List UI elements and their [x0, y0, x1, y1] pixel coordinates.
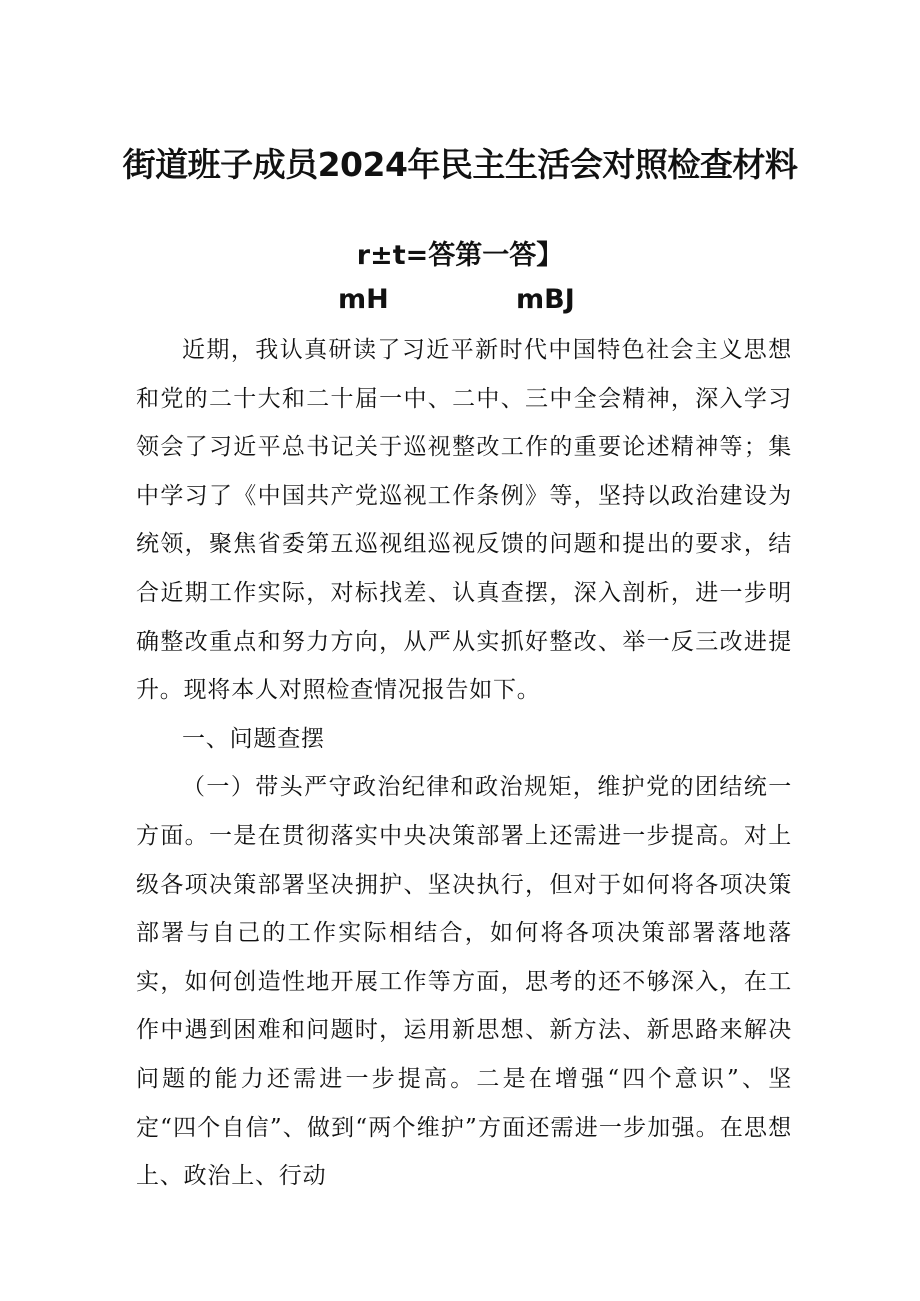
author-name-left: mH	[338, 284, 389, 315]
paragraph-section-1-1: （一）带头严守政治纪律和政治规矩，维护党的团结统一方面。一是在贯彻落实中央决策部署上还需进一步提高。对上级各项决策部署坚决拥护、坚决执行，但对于如何将各项决策部署与自己的工作实际相结合，如何将各项决策部署落地落实，如何创造性地开展工作等方面，思考的还不够深入，在工作中遇到困难和问题时，运用新思想、新方法、新思路来解决问题的能力还需进一步提高。二是在增强“四个意识”、坚定“四个自信”、做到“两个维护”方面还需进一步加强。在思想上、政治上、行动	[136, 774, 792, 1190]
paragraph-intro: 近期，我认真研读了习近平新时代中国特色社会主义思想和党的二十大和二十届一中、二中、三中全会精神，深入学习领会了习近平总书记关于巡视整改工作的重要论述精神等；集中学习了《中国共产党巡视工作条例》等，坚持以政治建设为统领，聚焦省委第五巡视组巡视反馈的问题和提出的要求，结合近期工作实际，对标找差、认真查摆，深入剖析，进一步明确整改重点和努力方向，从严从实抓好整改、举一反三改进提升。现将本人对照检查情况报告如下。	[136, 337, 792, 704]
document-subtitle: r±t=答第一答】	[356, 240, 564, 271]
author-name-right: mBJ	[516, 284, 575, 315]
document-body	[136, 326, 792, 1201]
section-heading-1: 一、问题查摆	[182, 725, 325, 752]
document-title: 街道班子成员2024年民主生活会对照检查材料	[122, 145, 798, 184]
